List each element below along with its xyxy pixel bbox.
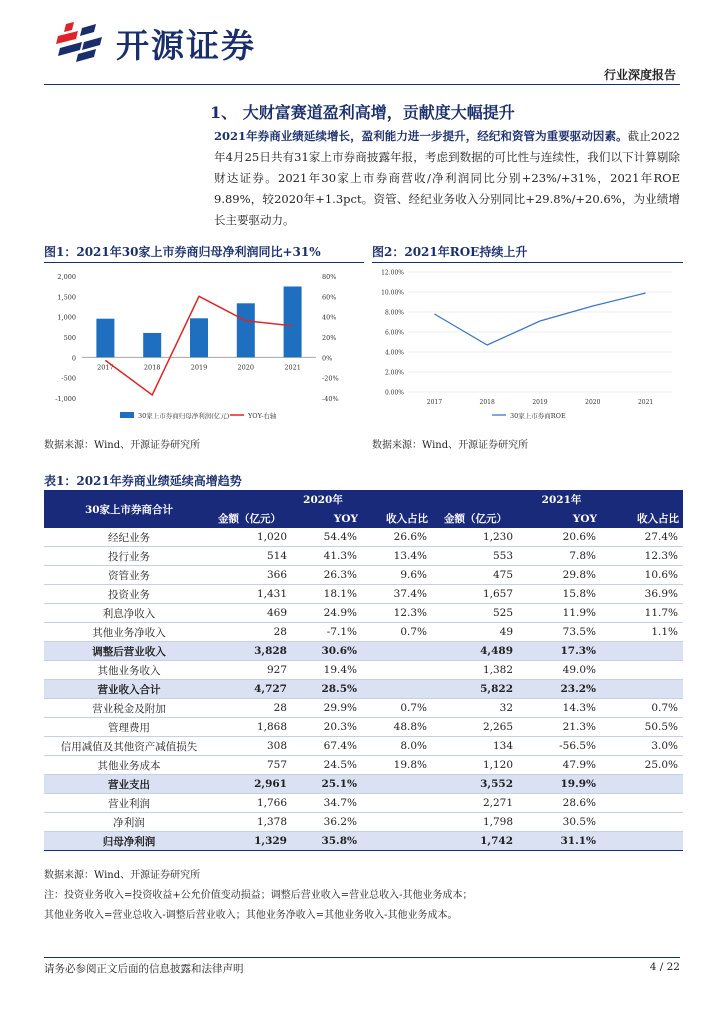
cell-value — [601, 642, 683, 661]
cell-value: 19.8% — [362, 756, 432, 775]
cell-gap — [432, 813, 440, 832]
cell-gap — [432, 547, 440, 566]
cell-value: 9.6% — [362, 566, 432, 585]
cell-gap — [432, 756, 440, 775]
cell-value: 366 — [214, 566, 292, 585]
cell-value: 28 — [214, 699, 292, 718]
cell-gap — [432, 718, 440, 737]
row-label: 营业收入合计 — [44, 680, 214, 699]
x-tick-label: 2021 — [637, 399, 654, 406]
summary-text: 截止2022年4月25日共有31家上市券商披露年报，考虑到数据的可比性与连续性，我们以下计算剔除财达证券。2021年30家上市券商营收/净利润同比分别+23%/+31%，2021年ROE 9.89%，较2020年+1.3pct。资管、经纪业务收入分别同比+29.8%/+20.6%，为业绩增长主要驱动力。 — [214, 129, 680, 227]
y-left-tick-label: 2,000 — [57, 273, 76, 281]
cell-value: 3,828 — [214, 642, 292, 661]
table-row — [44, 699, 683, 718]
cell-gap — [432, 642, 440, 661]
cell-value: 54.4% — [292, 528, 362, 547]
cell-value: 41.3% — [292, 547, 362, 566]
table-note-2: 其他业务收入=营业总收入-调整后营业收入；其他业务净收入=其他业务收入-其他业务成本。 — [44, 910, 458, 921]
cell-value: 1,020 — [214, 528, 292, 547]
cell-gap — [432, 585, 440, 604]
cell-value: 49 — [440, 623, 518, 642]
cell-value: 50.5% — [601, 718, 683, 737]
row-label: 营业支出 — [44, 775, 214, 794]
header-divider — [44, 84, 680, 85]
row-label: 信用减值及其他资产减值损失 — [44, 737, 214, 756]
cell-value: 30.5% — [518, 813, 601, 832]
table-row — [44, 680, 683, 699]
cell-value: 11.9% — [518, 604, 601, 623]
row-label: 其他业务成本 — [44, 756, 214, 775]
cell-value: 28.6% — [518, 794, 601, 813]
section-title: 1、 大财富赛道盈利高增，贡献度大幅提升 — [210, 103, 515, 122]
y-right-tick-label: 40% — [322, 313, 337, 322]
cell-value: 17.3% — [518, 642, 601, 661]
cell-value: 29.8% — [518, 566, 601, 585]
table-subheader: YOY — [292, 509, 362, 528]
cell-value — [601, 775, 683, 794]
cell-value — [362, 775, 432, 794]
cell-gap — [432, 775, 440, 794]
cell-value — [362, 680, 432, 699]
footer-disclaimer: 请务必参阅正文后面的信息披露和法律声明 — [44, 963, 244, 975]
cell-value: 36.9% — [601, 585, 683, 604]
cell-value: 67.4% — [292, 737, 362, 756]
legend-bar-label: 30家上市券商归母净利润(亿元) — [138, 412, 230, 420]
table-row — [44, 718, 683, 737]
cell-value: 0.7% — [362, 623, 432, 642]
cell-value: 34.7% — [292, 794, 362, 813]
table-title: 表1：2021年券商业绩延续高增趋势 — [44, 474, 242, 488]
table-row — [44, 623, 683, 642]
logo-text: 开源证券 — [116, 26, 256, 65]
table-subheader: 金额（亿元） — [214, 509, 292, 528]
cell-value — [601, 832, 683, 851]
cell-value: 24.9% — [292, 604, 362, 623]
y-right-tick-label: 20% — [322, 334, 337, 342]
figure1-source: 数据来源：Wind、开源证券研究所 — [44, 440, 201, 451]
row-label: 净利润 — [44, 813, 214, 832]
cell-value: 35.8% — [292, 832, 362, 851]
row-label: 投行业务 — [44, 547, 214, 566]
financial-table — [44, 490, 683, 851]
x-tick-label: 2017 — [97, 363, 114, 372]
x-tick-label: 2021 — [284, 363, 301, 372]
cell-value: 1,868 — [214, 718, 292, 737]
row-label: 资管业务 — [44, 566, 214, 585]
y-right-tick-label: -20% — [322, 374, 339, 383]
cell-value: -56.5% — [518, 737, 601, 756]
cell-value: 73.5% — [518, 623, 601, 642]
cell-value: 1,798 — [440, 813, 518, 832]
cell-value: 19.4% — [292, 661, 362, 680]
logo-icon — [52, 20, 110, 64]
cell-value: 11.7% — [601, 604, 683, 623]
y-right-tick-label: 0% — [322, 354, 333, 363]
bar — [237, 303, 255, 357]
cell-value: 28.5% — [292, 680, 362, 699]
cell-value — [362, 813, 432, 832]
legend-line-label: 30家上市券商ROE — [510, 412, 566, 420]
cell-value: 1,120 — [440, 756, 518, 775]
y-tick-label: 8.00% — [384, 309, 404, 317]
y-left-tick-label: 500 — [63, 334, 76, 342]
cell-value: 47.9% — [518, 756, 601, 775]
cell-value: -7.1% — [292, 623, 362, 642]
y-left-tick-label: -500 — [61, 374, 76, 383]
table-subheader: 收入占比 — [601, 509, 683, 528]
cell-value: 24.5% — [292, 756, 362, 775]
cell-value — [362, 661, 432, 680]
cell-value: 26.3% — [292, 566, 362, 585]
y-tick-label: 0.00% — [384, 389, 404, 397]
row-label: 投资业务 — [44, 585, 214, 604]
table-row — [44, 737, 683, 756]
cell-value: 475 — [440, 566, 518, 585]
table-row — [44, 813, 683, 832]
cell-value: 19.9% — [518, 775, 601, 794]
table-row — [44, 794, 683, 813]
cell-value — [601, 813, 683, 832]
cell-value: 1.1% — [601, 623, 683, 642]
table-subheader: 金额（亿元） — [440, 509, 518, 528]
cell-value — [601, 680, 683, 699]
x-tick-label: 2020 — [237, 363, 255, 372]
row-label: 经纪业务 — [44, 528, 214, 547]
cell-gap — [432, 680, 440, 699]
cell-value: 30.6% — [292, 642, 362, 661]
cell-value: 1,766 — [214, 794, 292, 813]
cell-value: 12.3% — [601, 547, 683, 566]
figure1-chart — [44, 264, 364, 432]
row-label: 营业利润 — [44, 794, 214, 813]
cell-value: 5,822 — [440, 680, 518, 699]
cell-gap — [432, 832, 440, 851]
cell-value: 12.3% — [362, 604, 432, 623]
table-subheader: 收入占比 — [362, 509, 432, 528]
cell-value: 553 — [440, 547, 518, 566]
legend-line-label: YOY-右轴 — [248, 412, 277, 420]
cell-gap — [432, 661, 440, 680]
bar — [96, 319, 114, 358]
y-tick-label: 10.00% — [381, 289, 404, 297]
cell-value: 31.1% — [518, 832, 601, 851]
cell-value: 2,271 — [440, 794, 518, 813]
y-left-tick-label: 1,500 — [57, 293, 76, 302]
report-type: 行业深度报告 — [603, 68, 676, 82]
cell-gap — [432, 604, 440, 623]
page-number: 4 / 22 — [649, 961, 680, 973]
bar — [190, 318, 208, 357]
y-tick-label: 6.00% — [384, 329, 404, 337]
cell-value: 15.8% — [518, 585, 601, 604]
row-label: 调整后营业收入 — [44, 642, 214, 661]
cell-value: 1,431 — [214, 585, 292, 604]
table-year-2021: 2021年 — [440, 490, 683, 509]
cell-value: 4,727 — [214, 680, 292, 699]
table-subheader: YOY — [518, 509, 601, 528]
cell-value: 36.2% — [292, 813, 362, 832]
cell-value: 20.3% — [292, 718, 362, 737]
cell-value: 1,329 — [214, 832, 292, 851]
cell-value: 7.8% — [518, 547, 601, 566]
cell-value — [601, 661, 683, 680]
table-row — [44, 756, 683, 775]
summary-bold: 2021年券商业绩延续增长，盈利能力进一步提升，经纪和资管为重要驱动因素。 — [214, 129, 628, 143]
cell-gap — [432, 528, 440, 547]
cell-value: 37.4% — [362, 585, 432, 604]
table-row — [44, 566, 683, 585]
cell-value — [601, 794, 683, 813]
y-tick-label: 4.00% — [384, 349, 404, 357]
table-note-1: 注：投资业务收入=投资收益+公允价值变动损益；调整后营业收入=营业总收入-其他业务成本； — [44, 890, 473, 901]
cell-gap — [432, 794, 440, 813]
cell-value: 1,378 — [214, 813, 292, 832]
y-tick-label: 2.00% — [384, 369, 404, 377]
x-tick-label: 2017 — [426, 399, 443, 406]
cell-value: 0.7% — [362, 699, 432, 718]
cell-gap — [432, 623, 440, 642]
cell-value: 20.6% — [518, 528, 601, 547]
cell-value: 8.0% — [362, 737, 432, 756]
cell-value: 14.3% — [518, 699, 601, 718]
table-row — [44, 642, 683, 661]
cell-value: 23.2% — [518, 680, 601, 699]
bar — [284, 286, 302, 357]
cell-value: 0.7% — [601, 699, 683, 718]
cell-value — [362, 794, 432, 813]
cell-value: 757 — [214, 756, 292, 775]
figure2-source: 数据来源：Wind、开源证券研究所 — [372, 440, 529, 451]
table-corner-header: 30家上市券商合计 — [44, 490, 214, 528]
roe-line — [434, 293, 645, 345]
cell-value: 10.6% — [601, 566, 683, 585]
cell-value: 29.9% — [292, 699, 362, 718]
figure2-divider — [372, 262, 683, 263]
table-row — [44, 604, 683, 623]
table-row — [44, 585, 683, 604]
cell-value: 28 — [214, 623, 292, 642]
table-row — [44, 661, 683, 680]
footer-divider — [44, 957, 680, 958]
cell-gap — [432, 566, 440, 585]
table-year-2020: 2020年 — [214, 490, 432, 509]
table-row — [44, 832, 683, 851]
cell-value: 1,230 — [440, 528, 518, 547]
cell-value: 469 — [214, 604, 292, 623]
y-left-tick-label: -1,000 — [55, 395, 76, 403]
cell-value: 4,489 — [440, 642, 518, 661]
bar — [143, 333, 161, 357]
cell-value: 525 — [440, 604, 518, 623]
cell-value: 26.6% — [362, 528, 432, 547]
cell-value: 1,742 — [440, 832, 518, 851]
cell-value: 3,552 — [440, 775, 518, 794]
cell-value: 13.4% — [362, 547, 432, 566]
table-row — [44, 547, 683, 566]
cell-value — [362, 642, 432, 661]
cell-value: 25.1% — [292, 775, 362, 794]
row-label: 管理费用 — [44, 718, 214, 737]
row-label: 利息净收入 — [44, 604, 214, 623]
cell-value: 2,961 — [214, 775, 292, 794]
x-tick-label: 2019 — [532, 399, 548, 406]
cell-value: 134 — [440, 737, 518, 756]
cell-value: 1,657 — [440, 585, 518, 604]
y-right-tick-label: 80% — [322, 273, 337, 281]
cell-gap — [432, 699, 440, 718]
row-label: 其他业务收入 — [44, 661, 214, 680]
y-left-tick-label: 1,000 — [57, 313, 76, 322]
cell-gap — [432, 737, 440, 756]
y-right-tick-label: -40% — [322, 395, 339, 403]
x-tick-label: 2018 — [143, 363, 161, 372]
x-tick-label: 2018 — [479, 399, 495, 406]
y-left-tick-label: 0 — [71, 354, 76, 363]
table-row — [44, 775, 683, 794]
y-right-tick-label: 60% — [322, 293, 337, 302]
table-source: 数据来源：Wind、开源证券研究所 — [44, 870, 201, 881]
figure2-title: 图2：2021年ROE持续上升 — [372, 245, 528, 259]
row-label: 其他业务净收入 — [44, 623, 214, 642]
summary-paragraph — [214, 126, 680, 231]
cell-value: 308 — [214, 737, 292, 756]
cell-value — [362, 832, 432, 851]
table-gap-header — [432, 490, 440, 528]
cell-value: 49.0% — [518, 661, 601, 680]
cell-value: 2,265 — [440, 718, 518, 737]
row-label: 营业税金及附加 — [44, 699, 214, 718]
cell-value: 21.3% — [518, 718, 601, 737]
cell-value: 18.1% — [292, 585, 362, 604]
x-tick-label: 2020 — [585, 399, 601, 406]
cell-value: 514 — [214, 547, 292, 566]
cell-value: 48.8% — [362, 718, 432, 737]
row-label: 归母净利润 — [44, 832, 214, 851]
cell-value: 25.0% — [601, 756, 683, 775]
table-row — [44, 528, 683, 547]
cell-value: 1,382 — [440, 661, 518, 680]
cell-value: 927 — [214, 661, 292, 680]
figure2-chart — [372, 264, 683, 432]
cell-value: 32 — [440, 699, 518, 718]
y-tick-label: 12.00% — [381, 269, 404, 277]
cell-value: 27.4% — [601, 528, 683, 547]
x-tick-label: 2019 — [190, 363, 208, 372]
legend-bar-swatch — [120, 412, 134, 418]
cell-value: 3.0% — [601, 737, 683, 756]
figure1-title: 图1：2021年30家上市券商归母净利润同比+31% — [44, 245, 321, 259]
figure1-divider — [44, 262, 364, 263]
